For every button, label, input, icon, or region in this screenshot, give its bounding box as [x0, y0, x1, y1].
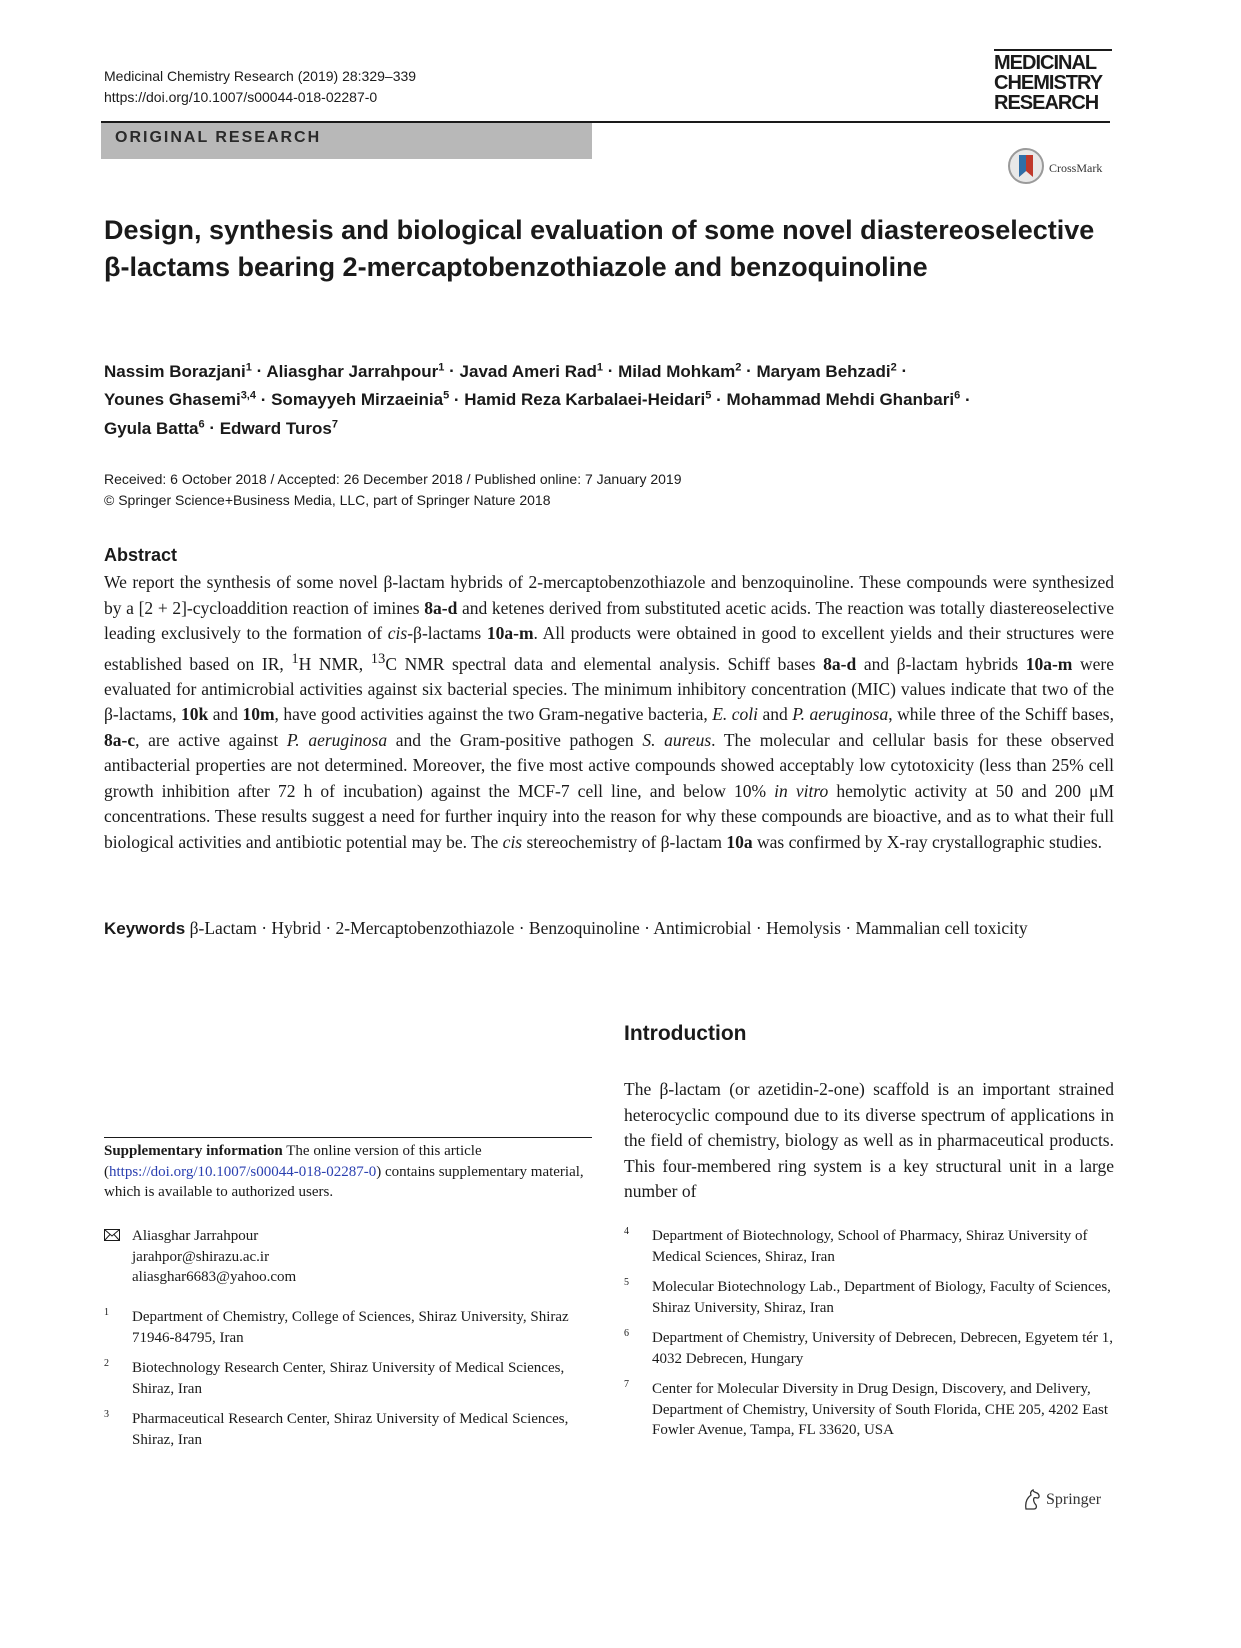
- article-title: Design, synthesis and biological evaluation of some novel diastereoselective β-lactams bearing 2-mercaptobenzothiazole and benzoquinoline: [104, 215, 1095, 282]
- dates-line: Received: 6 October 2018 / Accepted: 26 December 2018 / Published online: 7 January 2019: [104, 471, 682, 487]
- logo-line-3: RESEARCH: [994, 92, 1099, 114]
- introduction-body: The β-lactam (or azetidin-2-one) scaffold is an important strained heterocyclic compound due to its diverse spectrum of applications in the field of chemistry, biology as well as in pharmaceutical products. This four-membered ring system is a key structural unit in a large number of: [624, 1079, 1114, 1201]
- author[interactable]: Younes Ghasemi$^{3,4}$: [104, 389, 256, 410]
- author[interactable]: Edward Turos$^7$: [219, 418, 338, 438]
- author[interactable]: Maryam Behzadi$^2$: [756, 361, 897, 381]
- affiliation: 5 Molecular Biotechnology Lab., Department of Biology, Faculty of Sciences, Shiraz University, Shiraz, Iran: [624, 1277, 1111, 1316]
- affiliation: 3 Pharmaceutical Research Center, Shiraz University of Medical Sciences, Shiraz, Iran: [104, 1409, 569, 1448]
- correspondence-email[interactable]: aliasghar6683@yahoo.com: [132, 1269, 297, 1285]
- correspondence-email[interactable]: jarahpor@shirazu.ac.ir: [132, 1248, 270, 1265]
- journal-logo: [994, 49, 1112, 113]
- keywords-text: β-Lactam · Hybrid · 2-Mercaptobenzothiazole · Benzoquinoline · Antimicrobial · Hemolysis · Mammalian cell toxicity: [189, 918, 1028, 938]
- header-rule: [592, 121, 1110, 123]
- author[interactable]: Javad Ameri Rad$^1$: [459, 361, 603, 381]
- envelope-icon: [104, 1229, 120, 1241]
- author-list: Nassim Borazjani$^1$ · Aliasghar Jarrahpour$^1$ · Javad Ameri Rad$^1$ · Milad Mohkam$^2$ · Maryam Behzadi$^2$ · Younes Ghasemi$^{3,4}$ · Somayyeh Mirzaeinia$^5$ · Hamid Reza Karbalaei-Heidari$^5$ · Mohammad Mehdi Ghanbari$^6$ · Gyula Batta$^6$ · Edward Turos$^7$: [104, 361, 971, 438]
- footnote-rule: [104, 1137, 592, 1138]
- affiliation: 7 Center for Molecular Diversity in Drug Design, Discovery, and Delivery, Department of Chemistry, University of South Florida, CHE 205, 4202 East Fowler Avenue, Tampa, FL 33620, USA: [624, 1379, 1109, 1438]
- abstract-heading: Abstract: [104, 545, 178, 565]
- introduction-heading: Introduction: [624, 1022, 747, 1045]
- logo-line-1: MEDICINAL: [994, 52, 1097, 74]
- correspondence-name: Aliasghar Jarrahpour: [132, 1228, 259, 1244]
- affiliation: 4 Department of Biotechnology, School of Pharmacy, Shiraz University of Medical Sciences, Shiraz, Iran: [624, 1226, 1088, 1265]
- author[interactable]: Hamid Reza Karbalaei-Heidari$^5$: [464, 389, 712, 410]
- section-label: ORIGINAL RESEARCH: [115, 129, 322, 146]
- crossmark-icon: [1007, 147, 1045, 185]
- supplementary-info: Supplementary information The online version of this article (https://doi.org/10.1007/s00044-018-02287-0) contains supplementary material, which is available to authorized users.: [104, 1143, 584, 1200]
- author[interactable]: Mohammad Mehdi Ghanbari$^6$: [726, 389, 961, 410]
- affiliation: 6 Department of Chemistry, University of Debrecen, Debrecen, Egyetem tér 1, 4032 Debrecen, Hungary: [624, 1328, 1113, 1367]
- section-bar: [101, 121, 592, 159]
- author[interactable]: Milad Mohkam$^2$: [618, 361, 742, 381]
- copyright-line: © Springer Science+Business Media, LLC, part of Springer Nature 2018: [104, 492, 551, 508]
- doi-link[interactable]: https://doi.org/10.1007/s00044-018-02287-0: [104, 89, 378, 105]
- author[interactable]: Aliasghar Jarrahpour$^1$: [266, 361, 445, 381]
- springer-logo: [1022, 1488, 1114, 1514]
- crossmark-badge[interactable]: [1007, 147, 1112, 185]
- author[interactable]: Somayyeh Mirzaeinia$^5$: [271, 389, 450, 410]
- affiliation: 1 Department of Chemistry, College of Sciences, Shiraz University, Shiraz 71946-84795, Iran: [104, 1307, 569, 1346]
- supplementary-link[interactable]: https://doi.org/10.1007/s00044-018-02287-0: [109, 1163, 377, 1180]
- keywords: [104, 916, 1114, 942]
- journal-citation: Medicinal Chemistry Research (2019) 28:329–339: [104, 68, 417, 84]
- publication-dates: [104, 469, 1114, 511]
- springer-horse-icon: [1022, 1489, 1042, 1511]
- author[interactable]: Gyula Batta$^6$: [104, 418, 205, 438]
- author[interactable]: Nassim Borazjani$^1$: [104, 361, 252, 381]
- affiliation: 2 Biotechnology Research Center, Shiraz University of Medical Sciences, Shiraz, Iran: [104, 1358, 565, 1397]
- abstract-body: We report the synthesis of some novel β-lactam hybrids of 2-mercaptobenzothiazole and benzoquinoline. These compounds were synthesized by a [2 + 2]-cycloaddition reaction of imines 8a-d and ketenes derived from substituted acetic acids. The reaction was totally diastereoselective leading exclusively to the formation of cis-β-lactams 10a-m. All products were obtained in good to excellent yields and their structures were established based on IR, $^1$H NMR, $^{13}$C NMR spectral data and elemental analysis. Schiff bases 8a-d and β-lactam hybrids 10a-m were evaluated for antimicrobial activities against six bacterial species. The minimum inhibitory concentration (MIC) values indicate that two of the β-lactams, 10k and 10m, have good activities against the two Gram-negative bacteria, E. coli and P. aeruginosa, while three of the Schiff bases, 8a-c, are active against P. aeruginosa and the Gram-positive pathogen S. aureus. The molecular and cellular basis for these observed antibacterial properties are not determined. Moreover, the five most active compounds showed acceptably low cytotoxicity (less than 25% cell growth inhibition after 72 h of incubation) against the MCF-7 cell line, and below 10% in vitro hemolytic activity at 50 and 200 μM concentrations. These results suggest a need for further inquiry into the reason for why these compounds are bioactive, and as to what their full biological activities and antibiotic potential may be. The cis stereochemistry of β-lactam 10a was confirmed by X-ray crystallographic studies.: [104, 572, 1115, 852]
- keywords-heading: Keywords: [104, 919, 186, 938]
- springer-label: Springer: [1046, 1491, 1102, 1508]
- crossmark-label: CrossMark: [1049, 161, 1103, 175]
- logo-line-2: CHEMISTRY: [994, 72, 1103, 94]
